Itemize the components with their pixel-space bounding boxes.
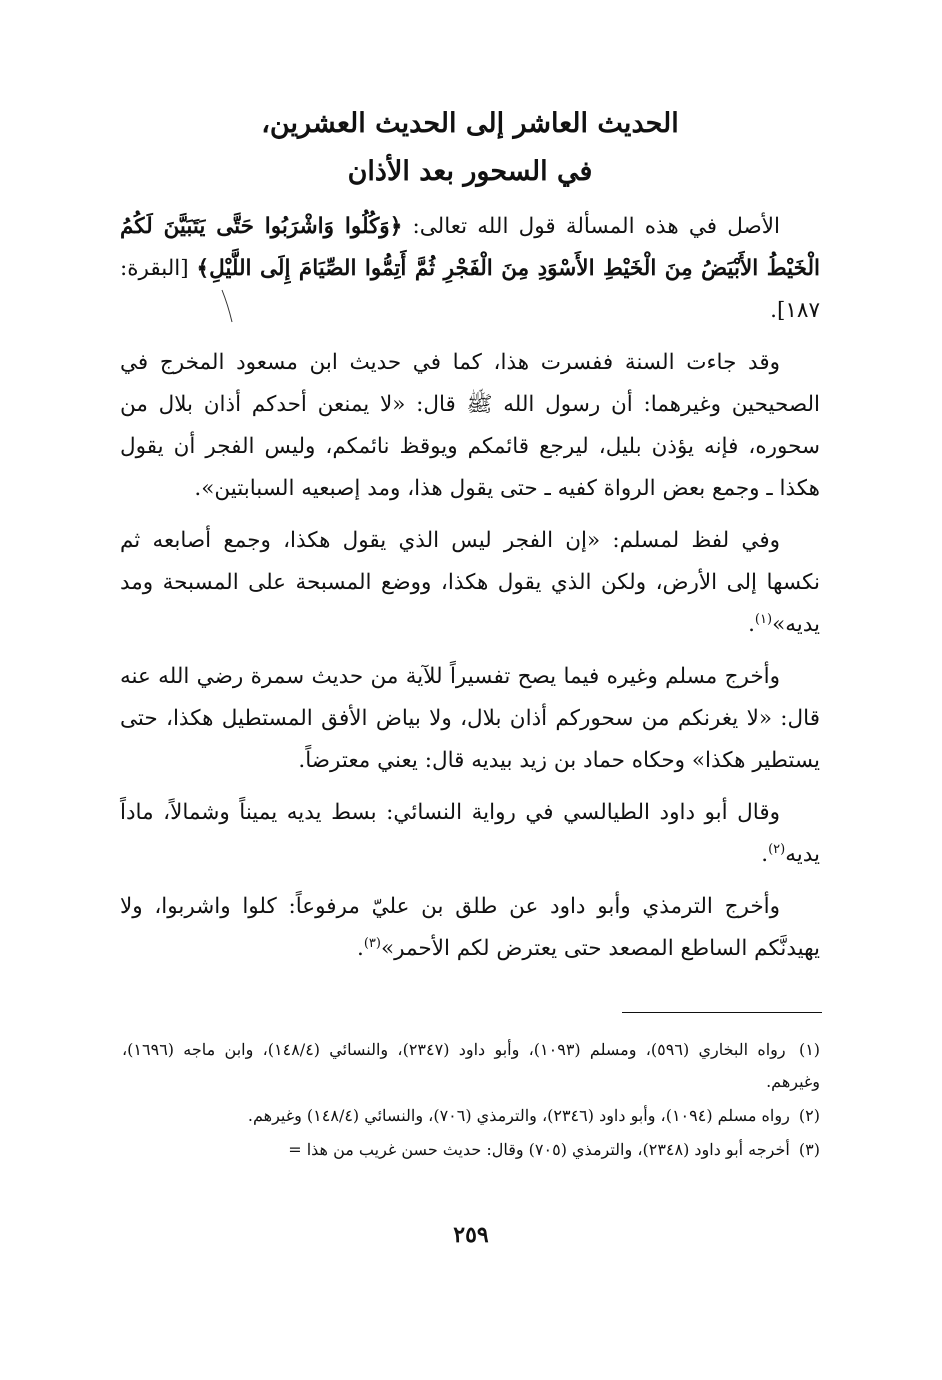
footnote-ref-1[interactable]: (١) (754, 611, 773, 627)
footnote-ref-3[interactable]: (٣) (363, 935, 381, 951)
footnote-number: (١) (798, 1040, 821, 1059)
paragraph-5: وقال أبو داود الطيالسي في رواية النسائي: بسط يديه يميناً وشمالاً، ماداً يديه$^{(٢)}$. (120, 800, 820, 867)
footnote-number: (٣) (798, 1140, 820, 1159)
pen-stroke-path (222, 290, 232, 322)
footnote-2: (٢) رواه مسلم (١٠٩٤)، وأبو داود (٢٣٤٦)، والترمذي (٧٠٦)، والنسائي (١٤٨/٤) وغيرهم. (247, 1106, 820, 1125)
chapter-title-line-1: الحديث العاشر إلى الحديث العشرين، (261, 108, 679, 139)
paragraph-2: وقد جاءت السنة ففسرت هذا، كما في حديث ابن مسعود المخرج في الصحيحين وغيرهما: أن رسول الله ﷺ قال: «لا يمنعن أحدكم أذان بلال من سحوره، فإنه يؤذن بليل، ليرجع قائمكم ويوقظ نائمكم، وليس الفجر أن يقول هكذا ـ وجمع بعض الرواة كفيه ـ حتى يقول هذا، ومد إصبعيه السبابتين». (120, 350, 820, 501)
footnote-ref-2[interactable]: (٢) (768, 841, 786, 857)
footnote-3: (٣) أخرجه أبو داود (٢٣٤٨)، والترمذي (٧٠٥) وقال: حديث حسن غريب من هذا = (288, 1140, 820, 1159)
paragraph-3: وفي لفظ لمسلم: «إن الفجر ليس الذي يقول هكذا، وجمع أصابعه ثم نكسها إلى الأرض، ولكن الذي يقول هكذا، ووضع المسبحة على المسبحة ومد يديه»$^{(١)}$. (120, 528, 820, 637)
paragraph-6: وأخرج الترمذي وأبو داود عن طلق بن عليّ مرفوعاً: كلوا واشربوا، ولا يهيدنَّكم الساطع المصعد حتى يعترض لكم الأحمر»$^{(٣)}$. (120, 894, 820, 961)
paragraph-1: الأصل في هذه المسألة قول الله تعالى: ﴿وَكُلُوا وَاشْرَبُوا حَتَّى يَتَبَيَّنَ لَكُمُ الْخَيْطُ الأَبْيَضُ مِنَ الْخَيْطِ الأَسْوَدِ مِنَ الْفَجْرِ ثُمَّ أَتِمُّوا الصِّيَامَ إِلَى اللَّيْلِ﴾ [البقرة: ١٨٧]. (120, 214, 820, 323)
footnote-1: (١) رواه البخاري (٥٩٦)، ومسلم (١٠٩٣)، وأبو داود (٢٣٤٧)، والنسائي (١٤٨/٤)، وابن ماجه (١٦٩٦)، وغيرهم. (122, 1040, 821, 1091)
page-number: ٢٥٩ (453, 1222, 489, 1248)
chapter-title-line-2: في السحور بعد الأذان (347, 156, 593, 187)
quran-verse: ﴿وَكُلُوا وَاشْرَبُوا حَتَّى يَتَبَيَّنَ لَكُمُ الْخَيْطُ الأَبْيَضُ مِنَ الْخَيْطِ الأَسْوَدِ مِنَ الْفَجْرِ ثُمَّ أَتِمُّوا الصِّيَامَ إِلَى اللَّيْلِ﴾ (120, 214, 820, 281)
paragraph-4: وأخرج مسلم وغيره فيما يصح تفسيراً للآية من حديث سمرة رضي الله عنه قال: «لا يغرنكم من سحوركم أذان بلال، ولا بياض الأفق المستطيل هكذا، حتى يستطير هكذا» وحكاه حماد بن زيد بيديه قال: يعني معترضاً. (120, 664, 820, 773)
footnote-number: (٢) (798, 1106, 820, 1125)
